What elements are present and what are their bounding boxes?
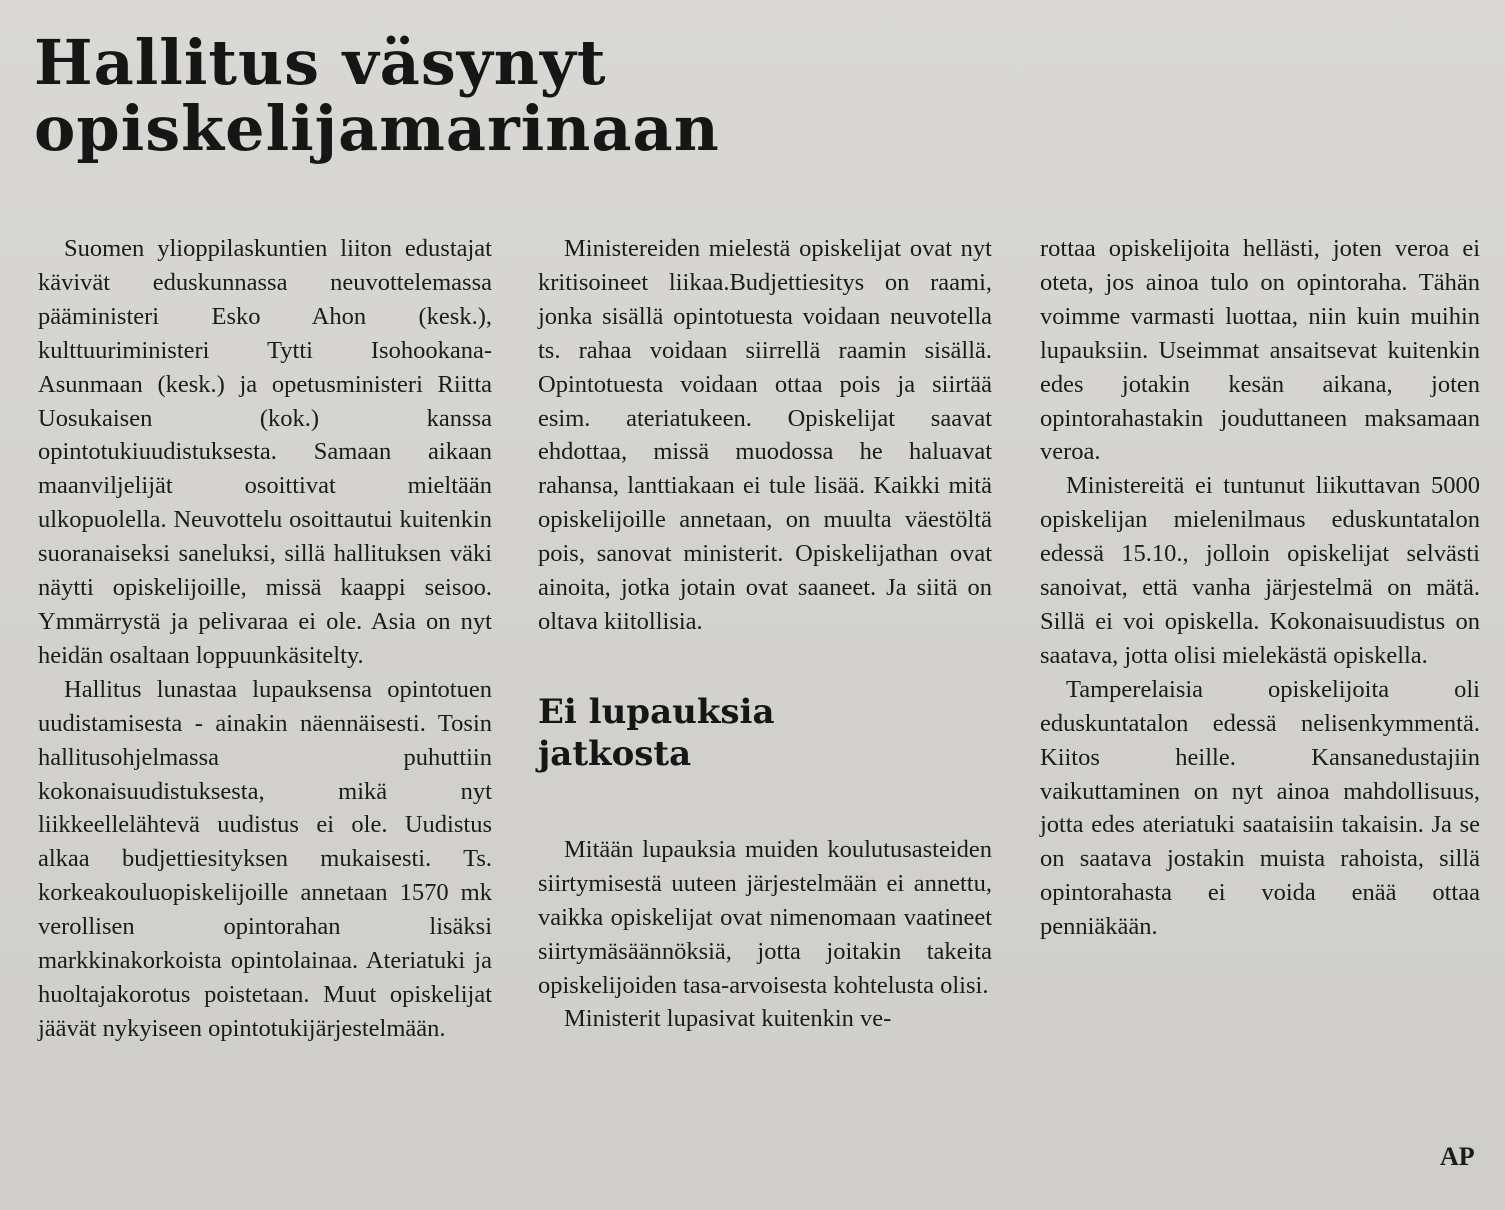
column-2 [538, 232, 992, 1036]
paragraph: Hallitus lunastaa lupauksensa opintotuen uudistamisesta - ainakin näennäisesti. Tosin hallitusohjelmassa puhuttiin kokonaisuudistuksesta, mikä nyt liikkeellelähtevä uudistus ei ole. Uudistus alkaa budjettiesityksen mukaisesti. Ts. korkeakouluopiskelijoille annetaan 1570 mk verollisen opintorahan lisäksi markkinakorkoista opintolainaa. Ateriatuki ja huoltajakorotus poistetaan. Muut opiskelijat jäävät nykyiseen opintotukijärjestelmään. [38, 675, 492, 1042]
paragraph: Ministerit lupasivat kuitenkin ve- [564, 1005, 892, 1033]
paragraph: Tamperelaisia opiskelijoita oli eduskuntatalon edessä nelisenkymmentä. Kiitos heille. Kansanedustajiin vaikuttaminen on nyt ainoa mahdollisuus, jotta edes ateriatuki saataisiin takaisin. Ja se on saatava jostakin muista rahoista, sillä opintorahasta ei voida enää ottaa penniäkään. [1040, 675, 1480, 941]
paragraph: Ministereiden mielestä opiskelijat ovat nyt kritisoineet liikaa.Budjettiesitys on raami, jonka sisällä opintotuesta voidaan neuvotella ts. rahaa voidaan siirrellä raamin sisällä. Opintotuesta voidaan ottaa pois ja siirtää esim. ateriatukeen. Opiskelijat saavat ehdottaa, missä muodossa he haluavat rahansa, lanttiakaan ei tule lisää. Kaikki mitä opiskelijoille annetaan, on muulta väestöltä pois, sanovat ministerit. Opiskelijathan ovat ainoita, jotka jotain ovat saaneet. Ja siitä on oltava kiitollisia. [538, 235, 992, 635]
headline: Hallitus väsynyt opiskelijamarinaan [34, 26, 720, 165]
paragraph: Ministereitä ei tuntunut liikuttavan 5000 opiskelijan mielenilmaus eduskuntatalon edessä 15.10., jolloin opiskelijat selvästi sanoivat, että vanha järjestelmä on mätä. Sillä ei voi opiskella. Kokonaisuudistus on saatava, jotta olisi mielekästä opiskella. [1040, 472, 1480, 669]
paragraph: Mitään lupauksia muiden koulutusasteiden siirtymisestä uuteen järjestelmään ei annettu, vaikka opiskelijat ovat nimenomaan vaatineet siirtymäsäännöksiä, jotta joitakin takeita opiskelijoiden tasa-arvoisesta kohtelusta olisi. [538, 835, 992, 999]
paragraph: rottaa opiskelijoita hellästi, joten veroa ei oteta, jos ainoa tulo on opintoraha. Tähän voimme varmasti luottaa, niin kuin muihin lupauksiin. Useimmat ansaitsevat kuitenkin edes jotakin kesän aikana, joten opintorahastakin jouduttaneen maksamaan veroa. [1040, 235, 1480, 466]
paragraph: Suomen ylioppilaskuntien liiton edustajat kävivät eduskunnassa neuvottelemassa pääministeri Esko Ahon (kesk.), kulttuuriministeri Tytti Isohookana-Asunmaan (kesk.) ja opetusministeri Riitta Uosukaisen (kok.) kanssa opintotukiuudistuksesta. Samaan aikaan maanviljelijät osoittivat mieltään ulkopuolella. Neuvottelu osoittautui kuitenkin suoranaiseksi saneluksi, sillä hallituksen väki näytti opiskelijoille, missä kaappi seisoo. Ymmärrystä ja pelivaraa ei ole. Asia on nyt heidän osaltaan loppuunkäsitelty. [38, 235, 492, 669]
author-signature: AP [1440, 1142, 1475, 1171]
column-1 [38, 232, 492, 1046]
subheading: Ei lupauksia jatkosta [538, 691, 775, 774]
column-3 [1040, 232, 1480, 944]
